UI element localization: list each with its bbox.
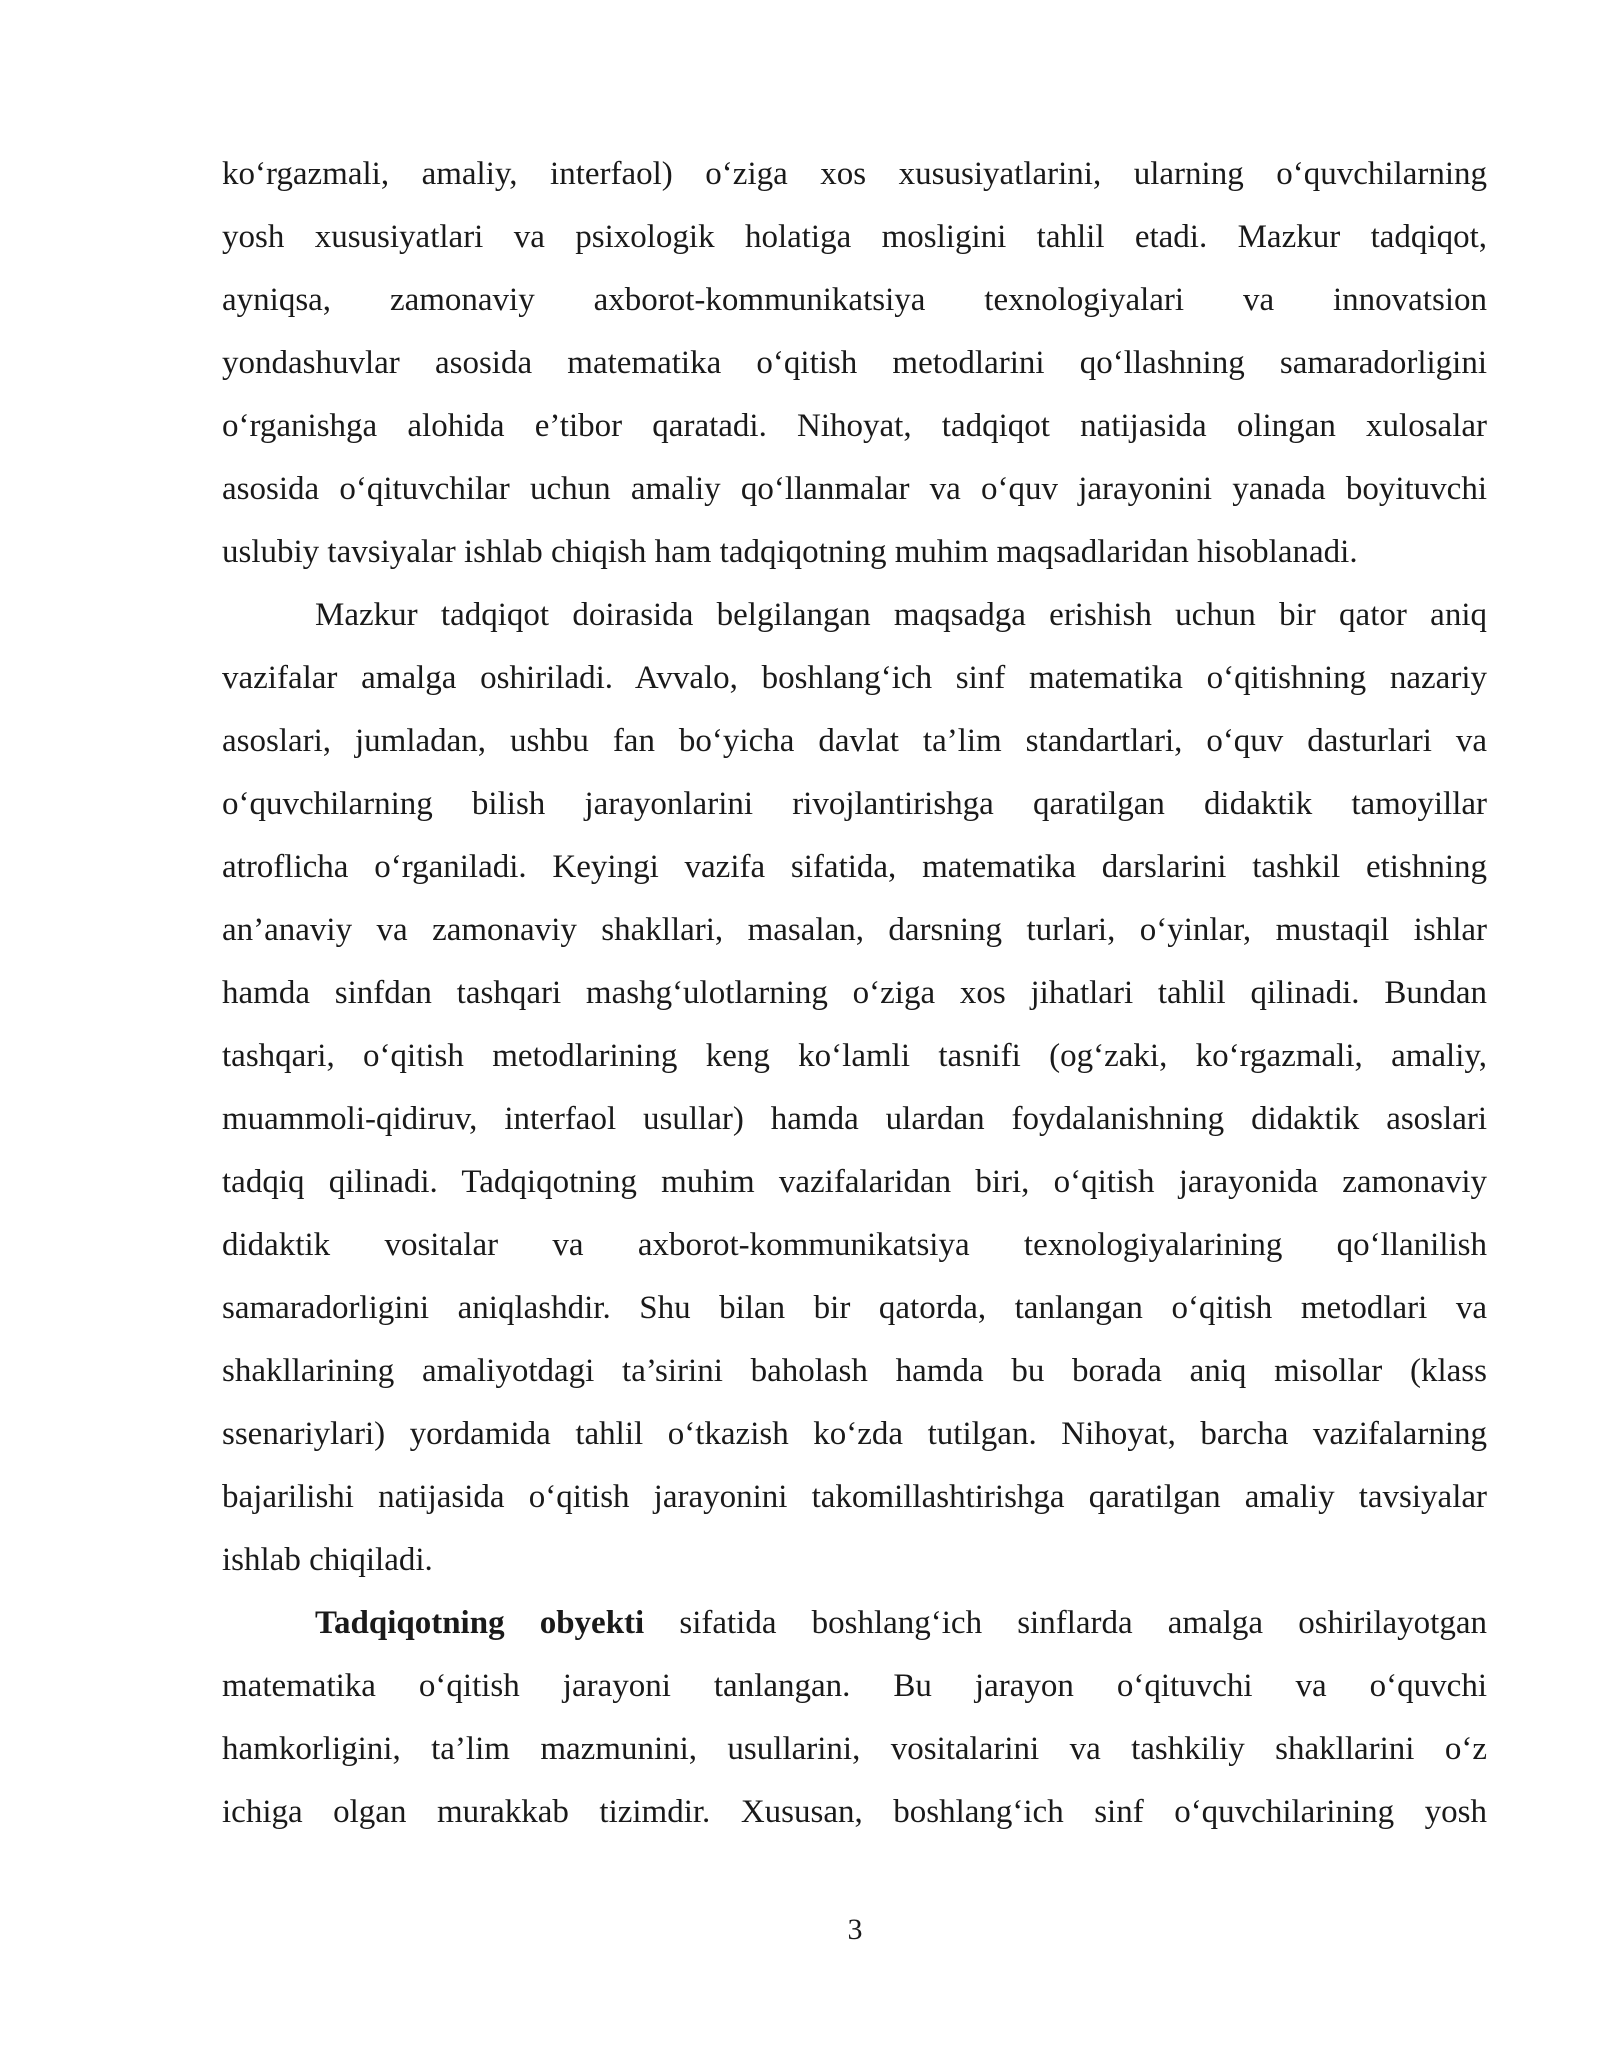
paragraph-1 bbox=[222, 143, 1487, 584]
text-line: vazifalar amalga oshiriladi. Avvalo, boshlang‘ich sinf matematika o‘qitishning nazariy bbox=[222, 660, 1487, 696]
text-line: ayniqsa, zamonaviy axborot-kommunikatsiya texnologiyalari va innovatsion bbox=[222, 282, 1487, 318]
text-line: ichiga olgan murakkab tizimdir. Xususan, boshlang‘ich sinf o‘quvchilarining yosh bbox=[222, 1794, 1487, 1830]
paragraph-2 bbox=[222, 584, 1487, 1592]
text-line: tadqiq qilinadi. Tadqiqotning muhim vazifalaridan biri, o‘qitish jarayonida zamonaviy bbox=[222, 1164, 1487, 1200]
text-line: yondashuvlar asosida matematika o‘qitish metodlarini qo‘llashning samaradorligini bbox=[222, 345, 1487, 381]
text-line: o‘quvchilarning bilish jarayonlarini rivojlantirishga qaratilgan didaktik tamoyillar bbox=[222, 786, 1487, 822]
text-line: hamkorligini, ta’lim mazmunini, usullarini, vositalarini va tashkiliy shakllarini o‘z bbox=[222, 1731, 1487, 1767]
text-line: didaktik vositalar va axborot-kommunikatsiya texnologiyalarining qo‘llanilish bbox=[222, 1227, 1487, 1263]
text-line bbox=[222, 1592, 1487, 1655]
text-line: samaradorligini aniqlashdir. Shu bilan bir qatorda, tanlangan o‘qitish metodlari va bbox=[222, 1290, 1487, 1326]
bold-term: Tadqiqotning obyekti bbox=[315, 1605, 645, 1641]
text-line: uslubiy tavsiyalar ishlab chiqish ham tadqiqotning muhim maqsadlaridan hisoblanadi. bbox=[222, 534, 1358, 570]
text-line: atroflicha o‘rganiladi. Keyingi vazifa sifatida, matematika darslarini tashkil etishning bbox=[222, 849, 1487, 885]
text-run: sifatida boshlang‘ich sinflarda amalga oshirilayotgan bbox=[644, 1605, 1487, 1641]
text-line: ko‘rgazmali, amaliy, interfaol) o‘ziga xos xususiyatlarini, ularning o‘quvchilarning bbox=[222, 156, 1487, 192]
text-line: muammoli-qidiruv, interfaol usullar) hamda ulardan foydalanishning didaktik asoslari bbox=[222, 1101, 1487, 1137]
text-line: o‘rganishga alohida e’tibor qaratadi. Nihoyat, tadqiqot natijasida olingan xulosalar bbox=[222, 408, 1487, 444]
text-line: shakllarining amaliyotdagi ta’sirini baholash hamda bu borada aniq misollar (klass bbox=[222, 1353, 1487, 1389]
paragraph-3 bbox=[222, 1592, 1487, 1844]
text-line: an’anaviy va zamonaviy shakllari, masalan, darsning turlari, o‘yinlar, mustaqil ishlar bbox=[222, 912, 1487, 948]
text-line: hamda sinfdan tashqari mashg‘ulotlarning o‘ziga xos jihatlari tahlil qilinadi. Bundan bbox=[222, 975, 1487, 1011]
text-line: yosh xususiyatlari va psixologik holatiga mosligini tahlil etadi. Mazkur tadqiqot, bbox=[222, 219, 1487, 255]
text-line: bajarilishi natijasida o‘qitish jarayonini takomillashtirishga qaratilgan amaliy tavsiyalar bbox=[222, 1479, 1487, 1515]
page-number: 3 bbox=[847, 1913, 863, 1946]
text-line: asoslari, jumladan, ushbu fan bo‘yicha davlat ta’lim standartlari, o‘quv dasturlari va bbox=[222, 723, 1487, 759]
document-body bbox=[222, 143, 1487, 1844]
text-line: Mazkur tadqiqot doirasida belgilangan maqsadga erishish uchun bir qator aniq bbox=[315, 597, 1487, 633]
text-line: tashqari, o‘qitish metodlarining keng ko‘lamli tasnifi (og‘zaki, ko‘rgazmali, amaliy, bbox=[222, 1038, 1487, 1074]
text-line: matematika o‘qitish jarayoni tanlangan. Bu jarayon o‘qituvchi va o‘quvchi bbox=[222, 1668, 1487, 1704]
text-line: ishlab chiqiladi. bbox=[222, 1542, 433, 1578]
text-line: ssenariylari) yordamida tahlil o‘tkazish ko‘zda tutilgan. Nihoyat, barcha vazifalarning bbox=[222, 1416, 1487, 1452]
text-line: asosida o‘qituvchilar uchun amaliy qo‘llanmalar va o‘quv jarayonini yanada boyituvchi bbox=[222, 471, 1487, 507]
